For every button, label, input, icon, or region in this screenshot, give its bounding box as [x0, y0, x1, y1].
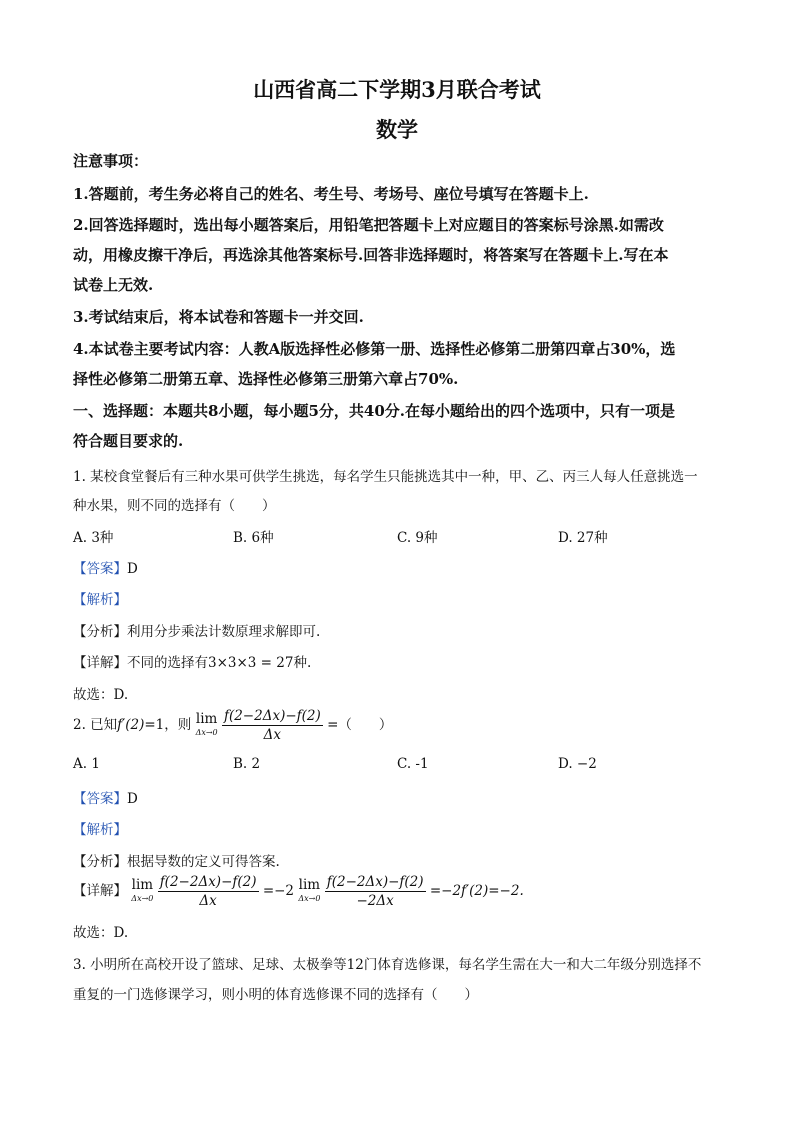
q1-option-d: D. 27种 — [558, 530, 608, 546]
answer-tag: 【答案】 — [73, 791, 127, 807]
detail-limit-1 — [131, 878, 153, 906]
q2-numerator: f(2−2Δx)−f(2) — [223, 708, 321, 724]
lim-subscript: Δx→0 — [131, 893, 154, 903]
q1-fenxi — [73, 620, 320, 640]
q1-line-2: 种水果，则不同的选择有（ ） — [73, 498, 276, 514]
detail-end: =−2f′(2)=−2. — [429, 883, 524, 899]
q2-option-c: C. -1 — [397, 756, 429, 772]
q2-denominator: Δx — [263, 727, 282, 743]
q2-fprime: f′(2) — [117, 717, 145, 733]
q2-eq: =1，则 — [144, 717, 192, 733]
detail-tag: 【详解】 — [73, 655, 127, 671]
exam-title: 山西省高二下学期3月联合考试 — [253, 77, 541, 102]
notes-heading: 注意事项： — [73, 152, 149, 170]
q2-fraction — [222, 707, 323, 744]
answer-value: D — [127, 791, 138, 807]
q1-detail — [73, 651, 311, 671]
detail-denominator-1: Δx — [199, 893, 217, 909]
note-2-line-2: 动，用橡皮擦干净后，再选涂其他答案标号.回答非选择题时，将答案写在答题卡上.写在本 — [73, 246, 669, 264]
subject-title: 数学 — [376, 117, 418, 142]
detail-tag: 【详解】 — [73, 883, 127, 899]
q1-answer — [73, 557, 138, 577]
q3-line-2: 重复的一门选修课学习，则小明的体育选修课不同的选择有（ ） — [73, 987, 478, 1003]
lim-word: lim — [195, 710, 218, 727]
q2-prefix: 2. 已知 — [73, 717, 118, 733]
q2-option-d: D. −2 — [558, 756, 597, 772]
q1-option-c: C. 9种 — [397, 530, 438, 546]
note-2-line-1: 2.回答选择题时，选出每小题答案后，用铅笔把答题卡上对应题目的答案标号涂黑.如需改 — [73, 216, 664, 234]
fenxi-text: 根据导数的定义可得答案. — [127, 854, 280, 870]
note-2-line-3: 试卷上无效. — [73, 276, 154, 294]
q2-suffix: =（ ） — [327, 717, 393, 733]
fenxi-tag: 【分析】 — [73, 854, 127, 870]
q1-option-b: B. 6种 — [233, 530, 274, 546]
answer-value: D — [127, 561, 138, 577]
answer-tag: 【答案】 — [73, 561, 127, 577]
note-3: 3.考试结束后，将本试卷和答题卡一并交回. — [73, 308, 364, 326]
note-4-line-1: 4.本试卷主要考试内容：人教A版选择性必修第一册、选择性必修第二册第四章占30%，选 — [73, 340, 676, 358]
q2-conclusion: 故选：D. — [73, 925, 129, 941]
q3-line-1: 3. 小明所在高校开设了篮球、足球、太极拳等12门体育选修课，每名学生需在大一和大二年级分别选择不 — [73, 957, 702, 973]
q2-answer — [73, 787, 138, 807]
q1-option-a: A. 3种 — [73, 530, 114, 546]
note-4-line-2: 择性必修第二册第五章、选择性必修第三册第六章占70%. — [73, 370, 459, 388]
detail-numerator-1: f(2−2Δx)−f(2) — [159, 874, 257, 890]
lim-word: lim — [131, 876, 154, 893]
detail-mid: =−2 — [262, 883, 295, 899]
q1-analysis-tag: 【解析】 — [73, 592, 127, 608]
q2-analysis-tag: 【解析】 — [73, 822, 127, 838]
detail-denominator-2: −2Δx — [356, 893, 394, 909]
lim-word: lim — [298, 876, 321, 893]
detail-text: 不同的选择有3×3×3 = 27种. — [127, 655, 312, 671]
q2-limit — [196, 712, 218, 740]
fenxi-tag: 【分析】 — [73, 624, 127, 640]
fenxi-text: 利用分步乘法计数原理求解即可. — [127, 624, 321, 640]
q2-option-b: B. 2 — [233, 756, 261, 772]
note-1: 1.答题前，考生务必将自己的姓名、考生号、考场号、座位号填写在答题卡上. — [73, 185, 589, 203]
detail-numerator-2: f(2−2Δx)−f(2) — [326, 874, 424, 890]
detail-fraction-2 — [325, 873, 426, 910]
lim-subscript: Δx→0 — [195, 727, 218, 737]
detail-limit-2 — [298, 878, 320, 906]
lim-subscript: Δx→0 — [298, 893, 321, 903]
detail-fraction-1 — [158, 873, 259, 910]
q2-stem — [73, 707, 392, 744]
q1-line-1: 1. 某校食堂餐后有三种水果可供学生挑选，每名学生只能挑选其中一种，甲、乙、丙三人每人任意挑选一 — [73, 469, 698, 485]
q1-conclusion: 故选：D. — [73, 687, 129, 703]
section-1-line-1: 一、选择题：本题共8小题，每小题5分，共40分.在每小题给出的四个选项中，只有一项是 — [73, 402, 675, 420]
q2-detail — [73, 873, 524, 910]
section-1-line-2: 符合题目要求的. — [73, 432, 184, 450]
q2-fenxi — [73, 850, 280, 870]
q2-option-a: A. 1 — [73, 756, 100, 772]
